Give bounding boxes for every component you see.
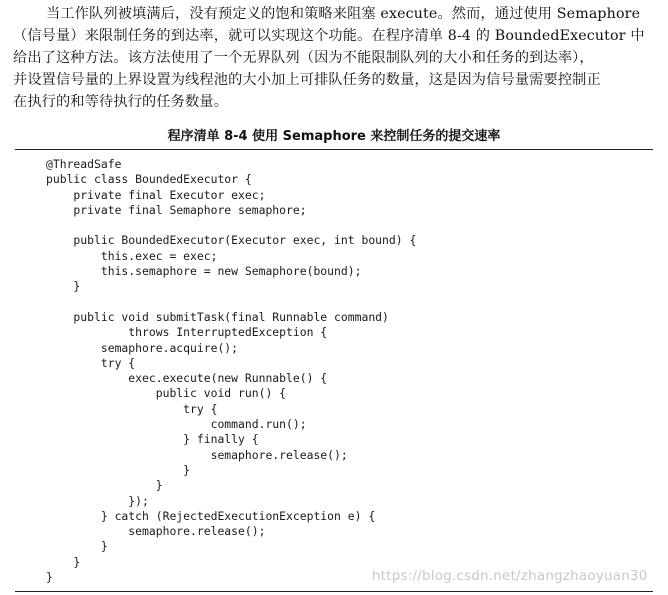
paragraph-line: 当工作队列被填满后，没有预定义的饱和策略来阻塞 execute。然而，通过使用 Semaphore	[46, 6, 641, 22]
code-line: this.exec = exec;	[46, 248, 218, 263]
code-line: public class BoundedExecutor {	[46, 172, 252, 187]
code-listing	[46, 157, 646, 585]
code-line: private final Semaphore semaphore;	[46, 202, 307, 217]
code-line: semaphore.release();	[46, 524, 266, 539]
code-line: }	[46, 570, 53, 585]
listing-caption: 程序清单 8-4 使用 Semaphore 来控制任务的提交速率	[167, 129, 501, 144]
code-line: public BoundedExecutor(Executor exec, int bound) {	[46, 233, 417, 248]
code-line: semaphore.acquire();	[46, 340, 239, 355]
paragraph-line: 给出了这种方法。该方法使用了一个无界队列（因为不能限制队列的大小和任务的到达率），	[13, 50, 594, 66]
code-line: throws InterruptedException {	[46, 325, 328, 340]
code-line: } catch (RejectedExecutionException e) {	[46, 508, 376, 523]
code-line: public void run() {	[46, 386, 287, 401]
paragraph-line: 并设置信号量的上界设置为线程池的大小加上可排队任务的数量，这是因为信号量需要控制正	[13, 72, 601, 88]
code-line: @ThreadSafe	[46, 157, 122, 171]
code-line: private final Executor exec;	[46, 187, 266, 202]
paragraph-line: （信号量）来限制任务的到达率，就可以实现这个功能。在程序清单 8-4 的 BoundedExecutor 中	[13, 28, 645, 44]
code-line: try {	[46, 355, 136, 370]
code-line: try {	[46, 401, 218, 416]
code-line: }	[46, 478, 163, 493]
code-line: semaphore.release();	[46, 447, 348, 462]
code-line: });	[46, 493, 149, 508]
code-line: }	[46, 539, 108, 554]
listing-top-rule	[15, 149, 653, 150]
code-line	[46, 218, 646, 233]
code-line: exec.execute(new Runnable() {	[46, 371, 328, 386]
code-line	[46, 295, 646, 310]
code-line: } finally {	[46, 432, 259, 447]
code-line: }	[46, 554, 81, 569]
listing-bottom-rule	[15, 591, 653, 592]
watermark: https://blog.csdn.net/zhangzhaoyuan30	[372, 568, 648, 584]
code-line: }	[46, 462, 191, 477]
code-line: public void submitTask(final Runnable command)	[46, 309, 389, 324]
code-line: this.semaphore = new Semaphore(bound);	[46, 264, 362, 279]
code-line: }	[46, 279, 81, 294]
paragraph-line: 在执行的和等待执行的任务数量。	[13, 94, 229, 110]
code-line: command.run();	[46, 417, 307, 432]
